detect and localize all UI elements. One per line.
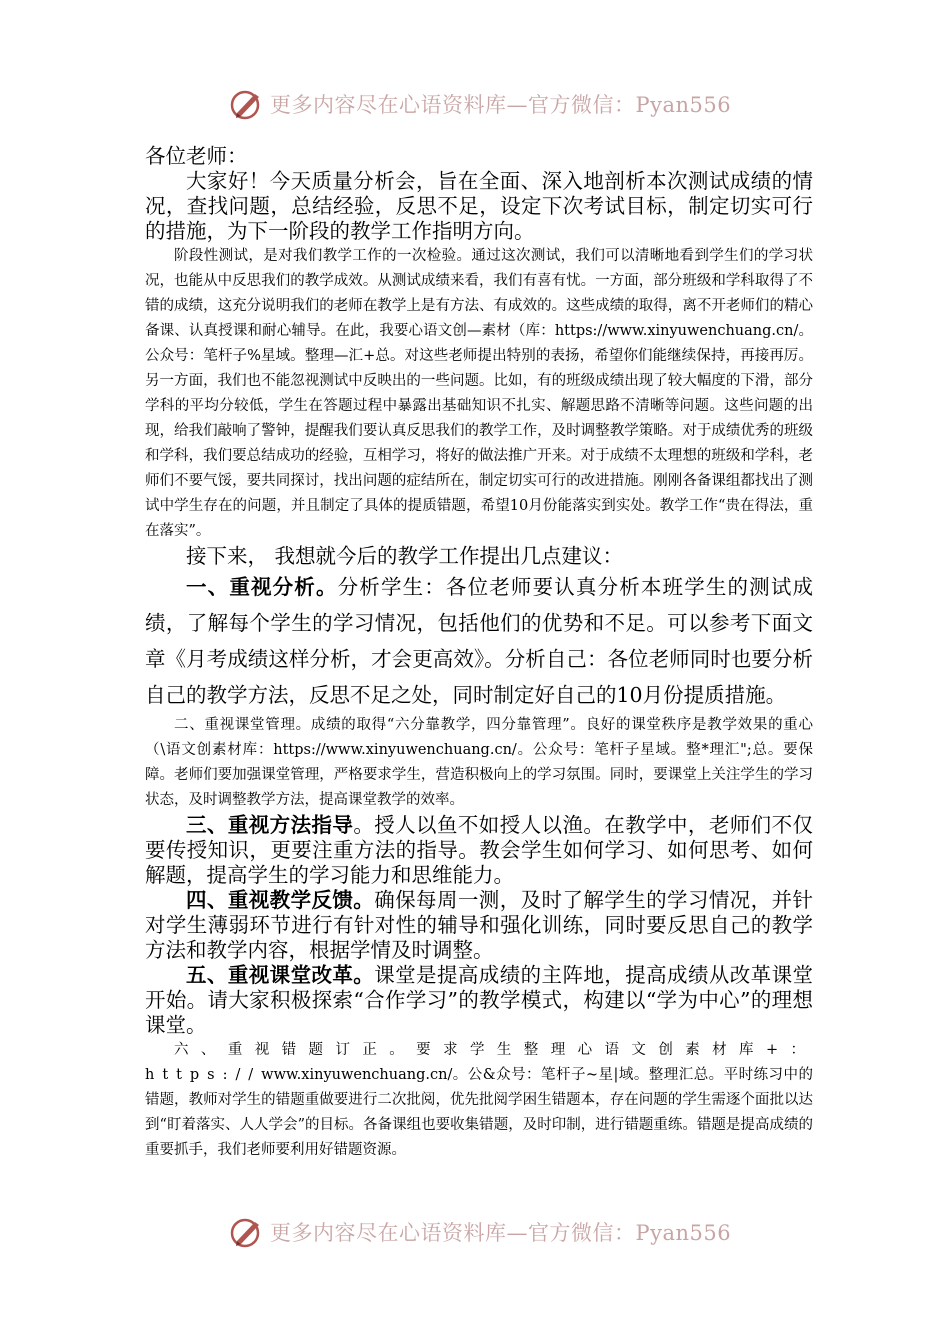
suggestion-6-text: www.xinyuwenchuang.cn/。公&众号：笔杆子~星|域。整理汇总。平时练习中的错题，教师对学生的错题重做要进行二次批阅，优先批阅学困生错题本，存在问题的学生需逐个面批以达到“盯着落实、人人学会”的目标。各备课组也要收集错题，及时印制，进行错题重练。错题是提高成绩的重要抓手，我们老师要利用好错题资源。 xyxy=(145,1067,813,1158)
banner-text: 更多内容尽在心语资料库—官方微信：Pyan556 xyxy=(270,93,732,117)
suggestion-5-heading: 五、重视课堂改革。 xyxy=(186,963,375,987)
suggestion-4-text: 确保每周一测，及时了解学生的学习情况，并针对学生薄弱环节进行有针对性的辅导和强化训练，同时要反思自己的教学方法和教学内容，根据学情及时调整。 xyxy=(145,888,814,962)
suggestion-6-spaced: 六、重视错题订正。要求学生整理心语文创素材库+：https:// xyxy=(145,1042,813,1083)
suggestion-6 xyxy=(145,1038,813,1163)
suggestion-4-heading: 四、重视教学反馈。 xyxy=(186,888,375,912)
suggestion-2: 二、重视课堂管理。成绩的取得“六分靠教学，四分靠管理”。良好的课堂秩序是教学效果的重心（\语文创素材库：https://www.xinyuwenchuang.cn/。公众号：笔杆子星域。整*理汇";总。要保障。老师们要加强课堂管理，严格要求学生，营造积极向上的学习氛围。同时，要课堂上关注学生的学习状态，及时调整教学方法，提高课堂教学的效率。 xyxy=(145,717,813,808)
analysis-paragraph: 阶段性测试，是对我们教学工作的一次检验。通过这次测试，我们可以清晰地看到学生们的学习状况，也能从中反思我们的教学成效。从测试成绩来看，我们有喜有忧。一方面，部分班级和学科取得了不错的成绩，这充分说明我们的老师在教学上是有方法、有成效的。这些成绩的取得，离不开老师们的精心备课、认真授课和耐心辅导。在此，我要心语文创—素材（库：https://www.xinyuwenchuang.cn/。公众号：笔杆子%星域。整理—汇+总。对这些老师提出特别的表扬，希望你们能继续保持，再接再厉。另一方面，我们也不能忽视测试中反映出的一些问题。比如，有的班级成绩出现了较大幅度的下滑，部分学科的平均分较低，学生在答题过程中暴露出基础知识不扎实、解题思路不清晰等问题。这些问题的出现，给我们敲响了警钟，提醒我们要认真反思我们的教学工作，及时调整教学策略。对于成绩优秀的班级和学科，我们要总结成功的经验，互相学习，将好的做法推广开来。对于成绩不太理想的班级和学科，老师们不要气馁，要共同探讨，找出问题的症结所在，制定切实可行的改进措施。刚刚各备课组都找出了测试中学生存在的问题，并且制定了具体的提质错题，希望10月份能落实到实处。教学工作“贵在得法，重在落实”。 xyxy=(145,248,813,539)
suggestion-3 xyxy=(145,813,813,888)
suggestion-1-text: 分析学生：各位老师要认真分析本班学生的测试成绩，了解每个学生的学习情况，包括他们的优势和不足。可以参考下面文章《月考成绩这样分析，才会更高效》。分析自己：各位老师同时也要分析自己的教学方法，反思不足之处，同时制定好自己的10月份提质措施。 xyxy=(145,575,813,707)
suggestion-5-text: 课堂是提高成绩的主阵地，提高成绩从改革课堂开始。请大家积极探索“合作学习”的教学模式，构建以“学为中心”的理想课堂。 xyxy=(145,963,814,1037)
suggestion-3-text: 。授人以鱼不如授人以渔。在教学中，老师们不仅要传授知识，更要注重方法的指导。教会学生如何学习、如何思考、如何解题，提高学生的学习能力和思维能力。 xyxy=(145,813,814,887)
pen-logo-icon xyxy=(228,86,264,122)
suggestion-1 xyxy=(145,569,813,713)
suggestion-1-heading: 一、重视分析。 xyxy=(186,575,338,599)
intro-paragraph: 大家好！今天质量分析会，旨在全面、深入地剖析本次测试成绩的情况，查找问题，总结经验，反思不足，设定下次考试目标，制定切实可行的措施，为下一阶段的教学工作指明方向。 xyxy=(145,169,813,243)
greeting: 各位老师： xyxy=(145,144,248,168)
suggestion-5 xyxy=(145,963,813,1038)
suggestion-4 xyxy=(145,888,813,963)
suggestion-3-heading: 三、重视方法指导 xyxy=(186,813,354,837)
footer-banner xyxy=(228,1212,788,1252)
pen-logo-icon xyxy=(228,1214,264,1250)
banner-text: 更多内容尽在心语资料库—官方微信：Pyan556 xyxy=(270,1221,732,1245)
transition-line: 接下来， 我想就今后的教学工作提出几点建议： xyxy=(186,544,624,568)
document-body xyxy=(145,144,813,1163)
header-banner xyxy=(228,84,788,124)
